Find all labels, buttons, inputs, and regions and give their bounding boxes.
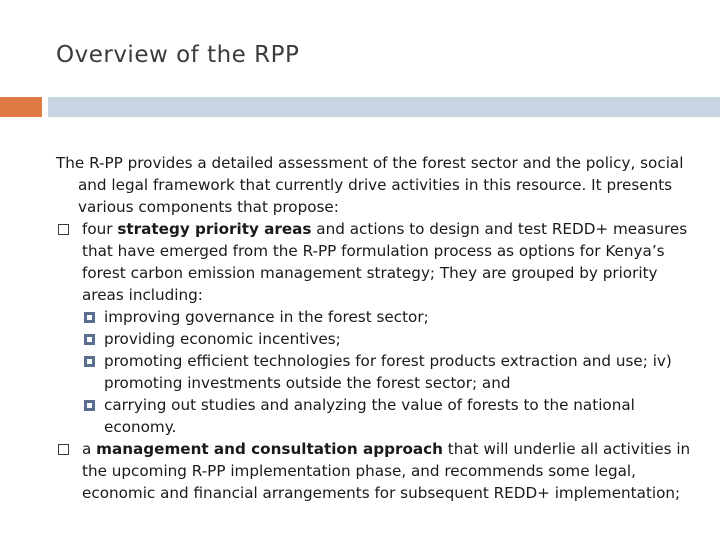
square-bullet-icon bbox=[58, 224, 69, 235]
sub-item-text: carrying out studies and analyzing the value of forests to the national economy. bbox=[104, 396, 635, 436]
item2-pre: a bbox=[82, 440, 97, 458]
slide-body bbox=[56, 152, 696, 504]
title-divider bbox=[0, 97, 720, 117]
sub-item-text: improving governance in the forest sector; bbox=[104, 308, 429, 326]
sub-item-text: promoting efficient technologies for forest products extraction and use; iv) promoting investments outside the forest sector; and bbox=[104, 352, 672, 392]
sub-item-technologies bbox=[82, 350, 696, 394]
sub-item-incentives bbox=[82, 328, 696, 350]
item1-pre: four bbox=[82, 220, 118, 238]
sub-item-studies bbox=[82, 394, 696, 438]
slide-title: Overview of the RPP bbox=[56, 42, 300, 68]
item2-bold: management and consultation approach bbox=[96, 440, 443, 458]
filled-square-bullet-icon bbox=[84, 356, 95, 367]
list-item-management-approach bbox=[56, 438, 696, 504]
square-bullet-icon bbox=[58, 444, 69, 455]
filled-square-bullet-icon bbox=[84, 400, 95, 411]
divider-orange-block bbox=[0, 97, 42, 117]
item2-post: that will underlie all activities in the upcoming R-PP implementation phase, and recommends some legal, economic and financial arrangements for subsequent REDD+ implementation; bbox=[82, 440, 691, 502]
list-item-strategy-areas bbox=[56, 218, 696, 306]
filled-square-bullet-icon bbox=[84, 312, 95, 323]
divider-blue-bar bbox=[48, 97, 720, 117]
sub-item-text: providing economic incentives; bbox=[104, 330, 341, 348]
item1-bold: strategy priority areas bbox=[117, 220, 312, 238]
item1-post: and actions to design and test REDD+ measures that have emerged from the R-PP formulation process as options for Kenya’s forest carbon emission management strategy; They are grouped by priority areas including: bbox=[82, 220, 688, 304]
filled-square-bullet-icon bbox=[84, 334, 95, 345]
intro-paragraph: The R-PP provides a detailed assessment of the forest sector and the policy, social and legal framework that currently drive activities in this resource. It presents various components that propose: bbox=[56, 154, 684, 216]
sub-item-governance bbox=[82, 306, 696, 328]
